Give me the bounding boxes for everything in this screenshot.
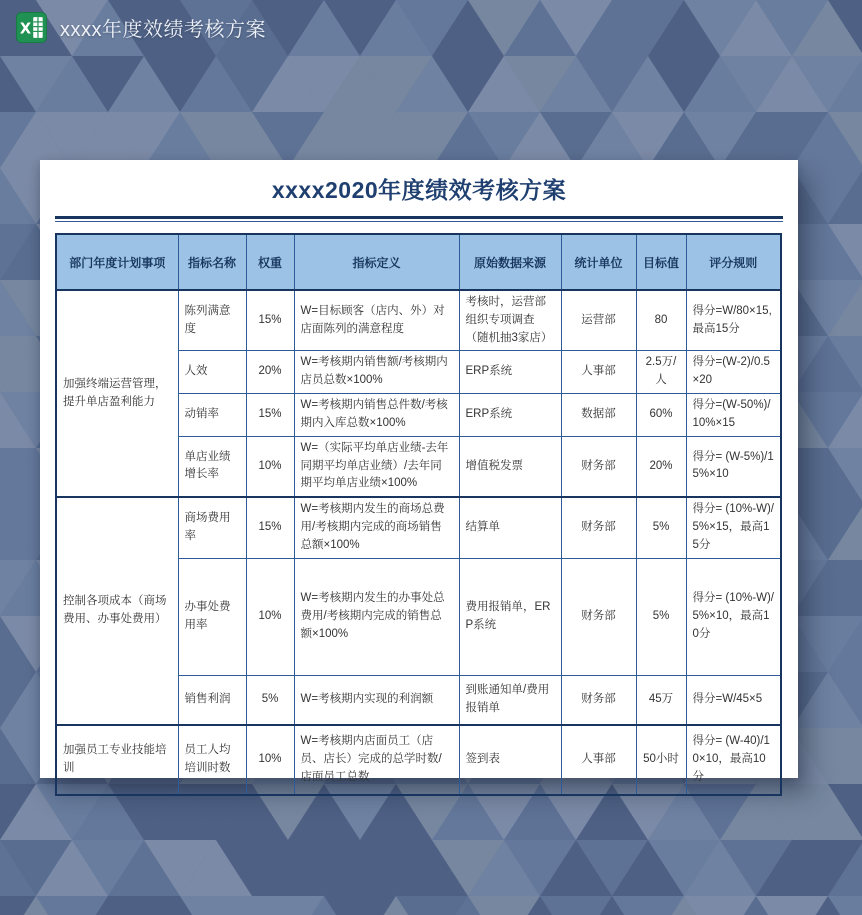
header-indicator: 指标名称 [178, 234, 246, 290]
target-cell: 45万 [636, 675, 686, 725]
rule-cell: 得分= (W-5%)/15%×10 [686, 436, 781, 497]
title-divider [55, 216, 783, 222]
unit-cell: 财务部 [561, 436, 636, 497]
definition-cell: W=（实际平均单店业绩-去年同期平均单店业绩）/去年同期平均单店业绩×100% [294, 436, 459, 497]
document-title: xxxx2020年度绩效考核方案 [271, 176, 567, 203]
weight-cell: 10% [246, 436, 294, 497]
weight-cell: 5% [246, 675, 294, 725]
unit-cell: 数据部 [561, 394, 636, 437]
header-definition: 指标定义 [294, 234, 459, 290]
name-cell: 人效 [178, 351, 246, 394]
unit-cell: 人事部 [561, 351, 636, 394]
target-cell: 5% [636, 497, 686, 558]
plan-item-cell: 加强员工专业技能培训 [56, 725, 178, 795]
name-cell: 销售利润 [178, 675, 246, 725]
rule-cell: 得分=W/80×15,最高15分 [686, 290, 781, 351]
weight-cell: 10% [246, 725, 294, 795]
source-cell: ERP系统 [459, 394, 561, 437]
name-cell: 员工人均培训时数 [178, 725, 246, 795]
header-unit: 统计单位 [561, 234, 636, 290]
kpi-table [55, 233, 782, 796]
weight-cell: 10% [246, 558, 294, 675]
target-cell: 60% [636, 394, 686, 437]
indicator-row [56, 290, 781, 351]
source-cell: 增值税发票 [459, 436, 561, 497]
header-source: 原始数据来源 [459, 234, 561, 290]
rule-cell: 得分= (W-40)/10×10，最高10分 [686, 725, 781, 795]
rule-cell: 得分= (10%-W)/5%×15，最高15分 [686, 497, 781, 558]
rule-cell: 得分=W/45×5 [686, 675, 781, 725]
weight-cell: 15% [246, 394, 294, 437]
definition-cell: W=考核期内销售总件数/考核期内入库总数×100% [294, 394, 459, 437]
source-cell: 考核时，运营部组织专项调查（随机抽3家店） [459, 290, 561, 351]
source-cell: 结算单 [459, 497, 561, 558]
name-cell: 单店业绩增长率 [178, 436, 246, 497]
definition-cell: W=目标顾客（店内、外）对店面陈列的满意程度 [294, 290, 459, 351]
header-weight: 权重 [246, 234, 294, 290]
unit-cell: 财务部 [561, 558, 636, 675]
header-plan: 部门年度计划事项 [56, 234, 178, 290]
source-cell: 签到表 [459, 725, 561, 795]
target-cell: 5% [636, 558, 686, 675]
source-cell: ERP系统 [459, 351, 561, 394]
plan-item-cell: 加强终端运营管理，提升单店盈利能力 [56, 290, 178, 497]
target-cell: 80 [636, 290, 686, 351]
header-rule: 评分规则 [686, 234, 781, 290]
name-cell: 办事处费用率 [178, 558, 246, 675]
svg-text:X: X [19, 20, 32, 38]
document-sheet [40, 160, 798, 784]
excel-icon [16, 12, 47, 43]
weight-cell: 15% [246, 290, 294, 351]
indicator-row [56, 725, 781, 795]
name-cell: 商场费用率 [178, 497, 246, 558]
header-row [56, 234, 781, 290]
rule-cell: 得分= (10%-W)/5%×10，最高10分 [686, 558, 781, 675]
name-cell: 陈列满意度 [178, 290, 246, 351]
target-cell: 50小时 [636, 725, 686, 795]
definition-cell: W=考核期内发生的商场总费用/考核期内完成的商场销售总额×100% [294, 497, 459, 558]
target-cell: 20% [636, 436, 686, 497]
definition-cell: W=考核期内发生的办事处总费用/考核期内完成的销售总额×100% [294, 558, 459, 675]
indicator-row [56, 497, 781, 558]
source-cell: 费用报销单，ERP系统 [459, 558, 561, 675]
window-title: xxxx年度效绩考核方案 [60, 19, 266, 41]
source-cell: 到账通知单/费用报销单 [459, 675, 561, 725]
rule-cell: 得分=(W-50%)/10%×15 [686, 394, 781, 437]
unit-cell: 人事部 [561, 725, 636, 795]
weight-cell: 20% [246, 351, 294, 394]
unit-cell: 财务部 [561, 675, 636, 725]
rule-cell: 得分=(W-2)/0.5×20 [686, 351, 781, 394]
definition-cell: W=考核期内店面员工（店员、店长）完成的总学时数/店面员工总数 [294, 725, 459, 795]
definition-cell: W=考核期内实现的利润额 [294, 675, 459, 725]
plan-item-cell: 控制各项成本（商场费用、办事处费用） [56, 497, 178, 725]
name-cell: 动销率 [178, 394, 246, 437]
unit-cell: 运营部 [561, 290, 636, 351]
unit-cell: 财务部 [561, 497, 636, 558]
header-target: 目标值 [636, 234, 686, 290]
weight-cell: 15% [246, 497, 294, 558]
target-cell: 2.5万/人 [636, 351, 686, 394]
definition-cell: W=考核期内销售额/考核期内店员总数×100% [294, 351, 459, 394]
window-titlebar [16, 12, 266, 43]
